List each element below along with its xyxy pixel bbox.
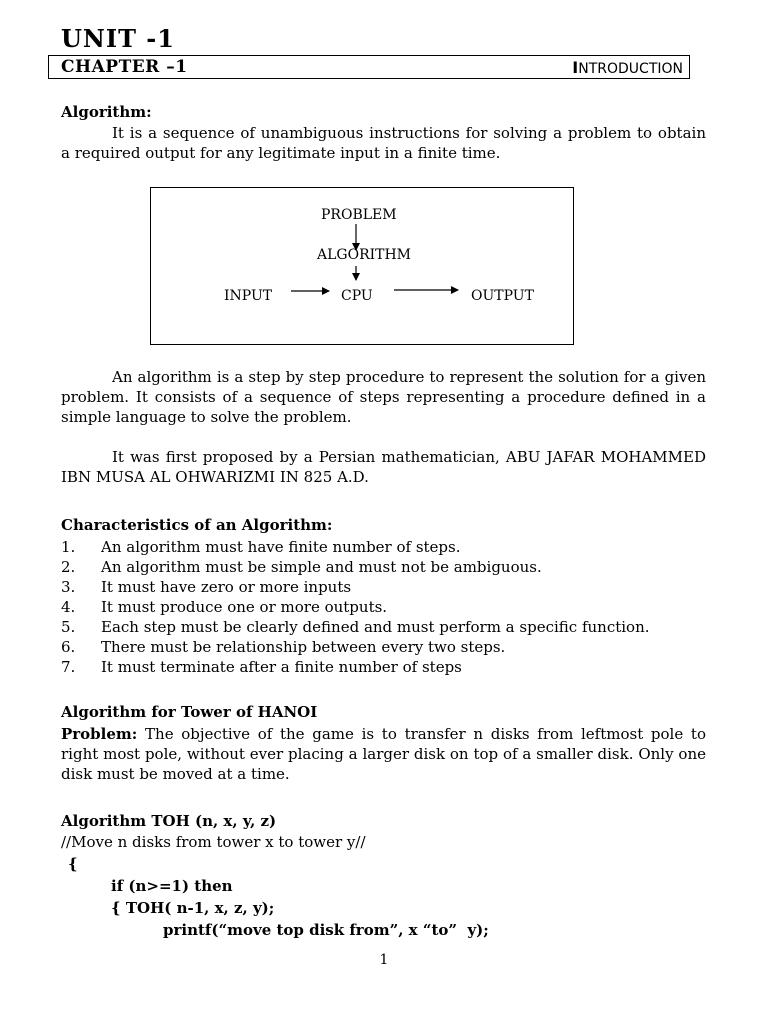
list-item	[61, 657, 706, 677]
list-item-number: 2.	[61, 558, 76, 576]
code-open-brace: {	[68, 855, 78, 873]
list-item-number: 7.	[61, 658, 76, 676]
characteristics-heading: Characteristics of an Algorithm:	[61, 516, 333, 534]
hanoi-problem-text: The objective of the game is to transfer n disks from leftmost pole to right most pole, without ever placing a larger disk on top of a smaller disk. Only one disk must be moved at a time.	[61, 725, 706, 783]
chapter-label: CHAPTER –1	[61, 57, 188, 77]
list-item-number: 5.	[61, 618, 76, 636]
list-item-number: 1.	[61, 538, 76, 556]
characteristics-list	[61, 537, 706, 677]
list-item	[61, 577, 706, 597]
list-item-number: 3.	[61, 578, 76, 596]
list-item-text: An algorithm must be simple and must not be ambiguous.	[101, 558, 542, 576]
list-item-text: An algorithm must have finite number of steps.	[101, 538, 461, 556]
hanoi-problem-paragraph	[61, 724, 706, 784]
algorithm-definition: It is a sequence of unambiguous instructions for solving a problem to obtain a required output for any legitimate input in a finite time.	[61, 124, 706, 162]
page-number: 1	[379, 952, 389, 968]
diagram-cpu-label: CPU	[341, 288, 373, 304]
diagram-input-label: INPUT	[224, 288, 273, 304]
list-item-text: There must be relationship between every two steps.	[101, 638, 506, 656]
chapter-topic-rest: NTRODUCTION	[578, 61, 683, 77]
list-item	[61, 597, 706, 617]
chapter-topic-initial: I	[572, 58, 579, 77]
code-printf-line: printf(“move top disk from”, x “to” y);	[163, 921, 489, 939]
algorithm-heading: Algorithm:	[61, 103, 152, 121]
list-item	[61, 617, 706, 637]
code-toh-call-line: { TOH( n-1, x, z, y);	[111, 899, 275, 917]
hanoi-heading: Algorithm for Tower of HANOI	[61, 703, 318, 721]
diagram-problem-label: PROBLEM	[321, 207, 397, 223]
list-item-text: It must produce one or more outputs.	[101, 598, 388, 616]
history-paragraph: It was first proposed by a Persian mathematician, ABU JAFAR MOHAMMED IBN MUSA AL OHWARIZMI IN 825 A.D.	[61, 448, 706, 486]
list-item	[61, 637, 706, 657]
toh-comment: //Move n disks from tower x to tower y//	[61, 833, 366, 851]
list-item-text: Each step must be clearly defined and must perform a specific function.	[101, 618, 650, 636]
toh-algorithm-heading: Algorithm TOH (n, x, y, z)	[61, 812, 277, 830]
list-item-text: It must terminate after a finite number of steps	[101, 658, 462, 676]
unit-title: UNIT -1	[61, 24, 175, 53]
code-if-line: if (n>=1) then	[111, 877, 233, 895]
step-by-step-paragraph: An algorithm is a step by step procedure to represent the solution for a given problem. It consists of a sequence of steps representing a procedure defined in a simple language to solve the problem.	[61, 368, 706, 426]
list-item	[61, 557, 706, 577]
list-item	[61, 537, 706, 557]
algorithm-diagram	[150, 187, 574, 345]
diagram-algorithm-label: ALGORITHM	[317, 247, 412, 263]
list-item-number: 6.	[61, 638, 76, 656]
chapter-header-bar	[48, 55, 690, 79]
chapter-topic	[572, 58, 683, 77]
list-item-text: It must have zero or more inputs	[101, 578, 352, 596]
list-item-number: 4.	[61, 598, 76, 616]
hanoi-problem-label: Problem:	[61, 725, 138, 743]
diagram-output-label: OUTPUT	[471, 288, 534, 304]
